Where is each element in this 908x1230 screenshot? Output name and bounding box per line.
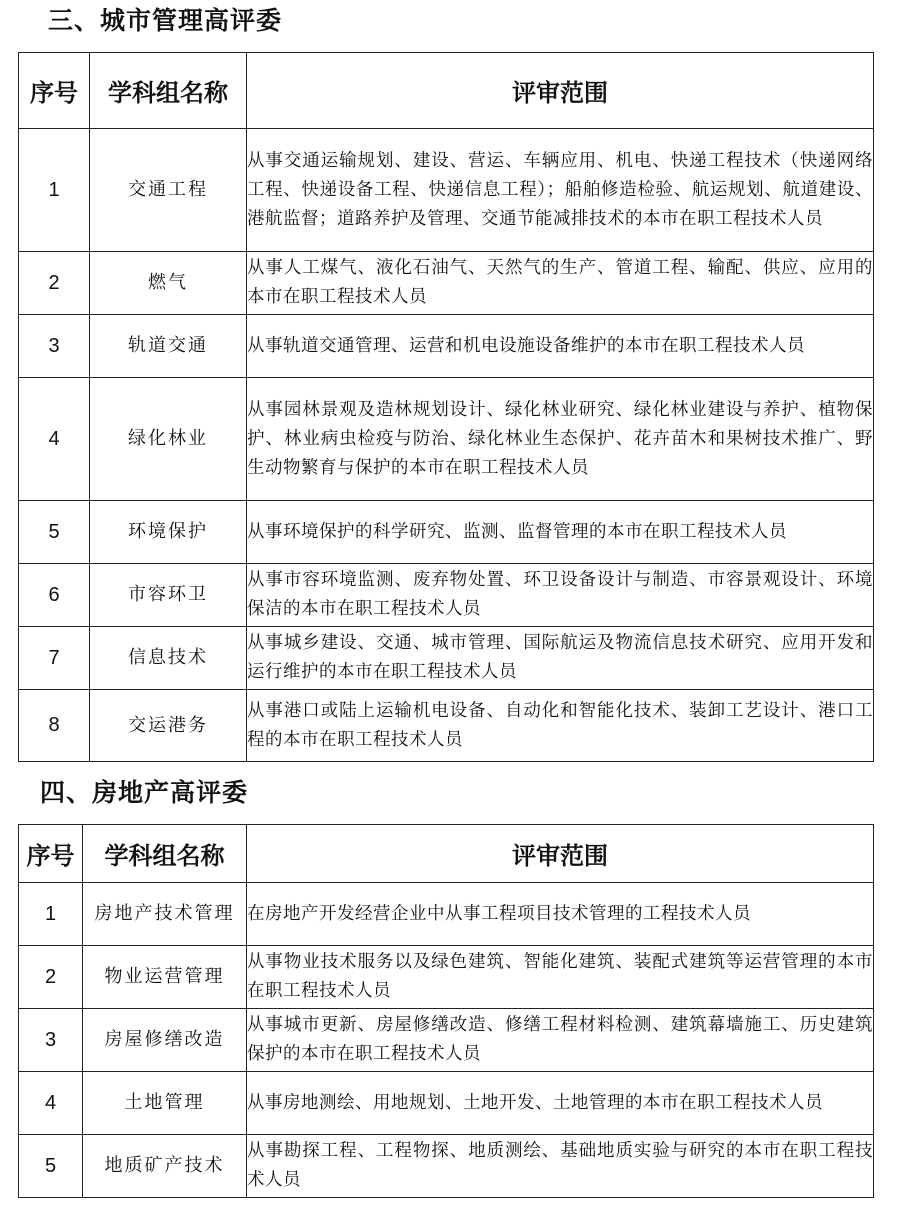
table-row [19,252,874,315]
row-review-scope: 从事勘探工程、工程物探、地质测绘、基础地质实验与研究的本市在职工程技术人员 [247,1135,874,1198]
header-serial-no: 序号 [19,825,83,883]
row-serial-no: 4 [19,1072,83,1135]
row-group-name: 物业运营管理 [83,946,247,1009]
table-row [19,378,874,501]
row-review-scope: 在房地产开发经营企业中从事工程项目技术管理的工程技术人员 [247,883,874,946]
table-row [19,690,874,762]
row-group-name: 绿化林业 [90,378,247,501]
table-city-management [18,52,874,762]
table-row [19,946,874,1009]
table-real-estate [18,824,874,1198]
row-serial-no: 5 [19,1135,83,1198]
row-group-name: 土地管理 [83,1072,247,1135]
row-review-scope: 从事城市更新、房屋修缮改造、修缮工程材料检测、建筑幕墙施工、历史建筑保护的本市在职工程技术人员 [247,1009,874,1072]
section-title-real-estate: 四、房地产高评委 [40,778,249,807]
row-group-name: 市容环卫 [90,564,247,627]
header-serial-no: 序号 [19,53,90,129]
table-header-row [19,53,874,129]
row-group-name: 轨道交通 [90,315,247,378]
row-serial-no: 3 [19,1009,83,1072]
row-review-scope: 从事环境保护的科学研究、监测、监督管理的本市在职工程技术人员 [247,501,874,564]
row-review-scope: 从事交通运输规划、建设、营运、车辆应用、机电、快递工程技术（快递网络工程、快递设备工程、快递信息工程）；船舶修造检验、航运规划、航道建设、港航监督；道路养护及管理、交通节能减排技术的本市在职工程技术人员 [247,129,874,252]
row-review-scope: 从事物业技术服务以及绿色建筑、智能化建筑、装配式建筑等运营管理的本市在职工程技术人员 [247,946,874,1009]
header-group-name: 学科组名称 [83,825,247,883]
row-serial-no: 5 [19,501,90,564]
row-serial-no: 4 [19,378,90,501]
row-serial-no: 2 [19,252,90,315]
row-serial-no: 3 [19,315,90,378]
row-serial-no: 1 [19,129,90,252]
row-serial-no: 7 [19,627,90,690]
header-group-name: 学科组名称 [90,53,247,129]
row-group-name: 地质矿产技术 [83,1135,247,1198]
row-serial-no: 8 [19,690,90,762]
header-review-scope: 评审范围 [247,825,874,883]
header-review-scope: 评审范围 [247,53,874,129]
row-review-scope: 从事港口或陆上运输机电设备、自动化和智能化技术、装卸工艺设计、港口工程的本市在职工程技术人员 [247,690,874,762]
row-serial-no: 1 [19,883,83,946]
table-row [19,627,874,690]
row-group-name: 房屋修缮改造 [83,1009,247,1072]
row-review-scope: 从事市容环境监测、废弃物处置、环卫设备设计与制造、市容景观设计、环境保洁的本市在职工程技术人员 [247,564,874,627]
row-serial-no: 2 [19,946,83,1009]
row-review-scope: 从事人工煤气、液化石油气、天然气的生产、管道工程、输配、供应、应用的本市在职工程技术人员 [247,252,874,315]
table-row [19,883,874,946]
section-title-city-management: 三、城市管理高评委 [48,6,283,35]
row-group-name: 燃气 [90,252,247,315]
table-row [19,1072,874,1135]
row-group-name: 交运港务 [90,690,247,762]
table-row [19,501,874,564]
table-header-row [19,825,874,883]
table-row [19,1135,874,1198]
row-review-scope: 从事轨道交通管理、运营和机电设施设备维护的本市在职工程技术人员 [247,315,874,378]
table-row [19,315,874,378]
row-group-name: 信息技术 [90,627,247,690]
row-review-scope: 从事城乡建设、交通、城市管理、国际航运及物流信息技术研究、应用开发和运行维护的本市在职工程技术人员 [247,627,874,690]
row-review-scope: 从事房地测绘、用地规划、土地开发、土地管理的本市在职工程技术人员 [247,1072,874,1135]
row-serial-no: 6 [19,564,90,627]
row-review-scope: 从事园林景观及造林规划设计、绿化林业研究、绿化林业建设与养护、植物保护、林业病虫检疫与防治、绿化林业生态保护、花卉苗木和果树技术推广、野生动物繁育与保护的本市在职工程技术人员 [247,378,874,501]
row-group-name: 环境保护 [90,501,247,564]
table-row [19,564,874,627]
row-group-name: 交通工程 [90,129,247,252]
row-group-name: 房地产技术管理 [83,883,247,946]
table-row [19,1009,874,1072]
table-row [19,129,874,252]
